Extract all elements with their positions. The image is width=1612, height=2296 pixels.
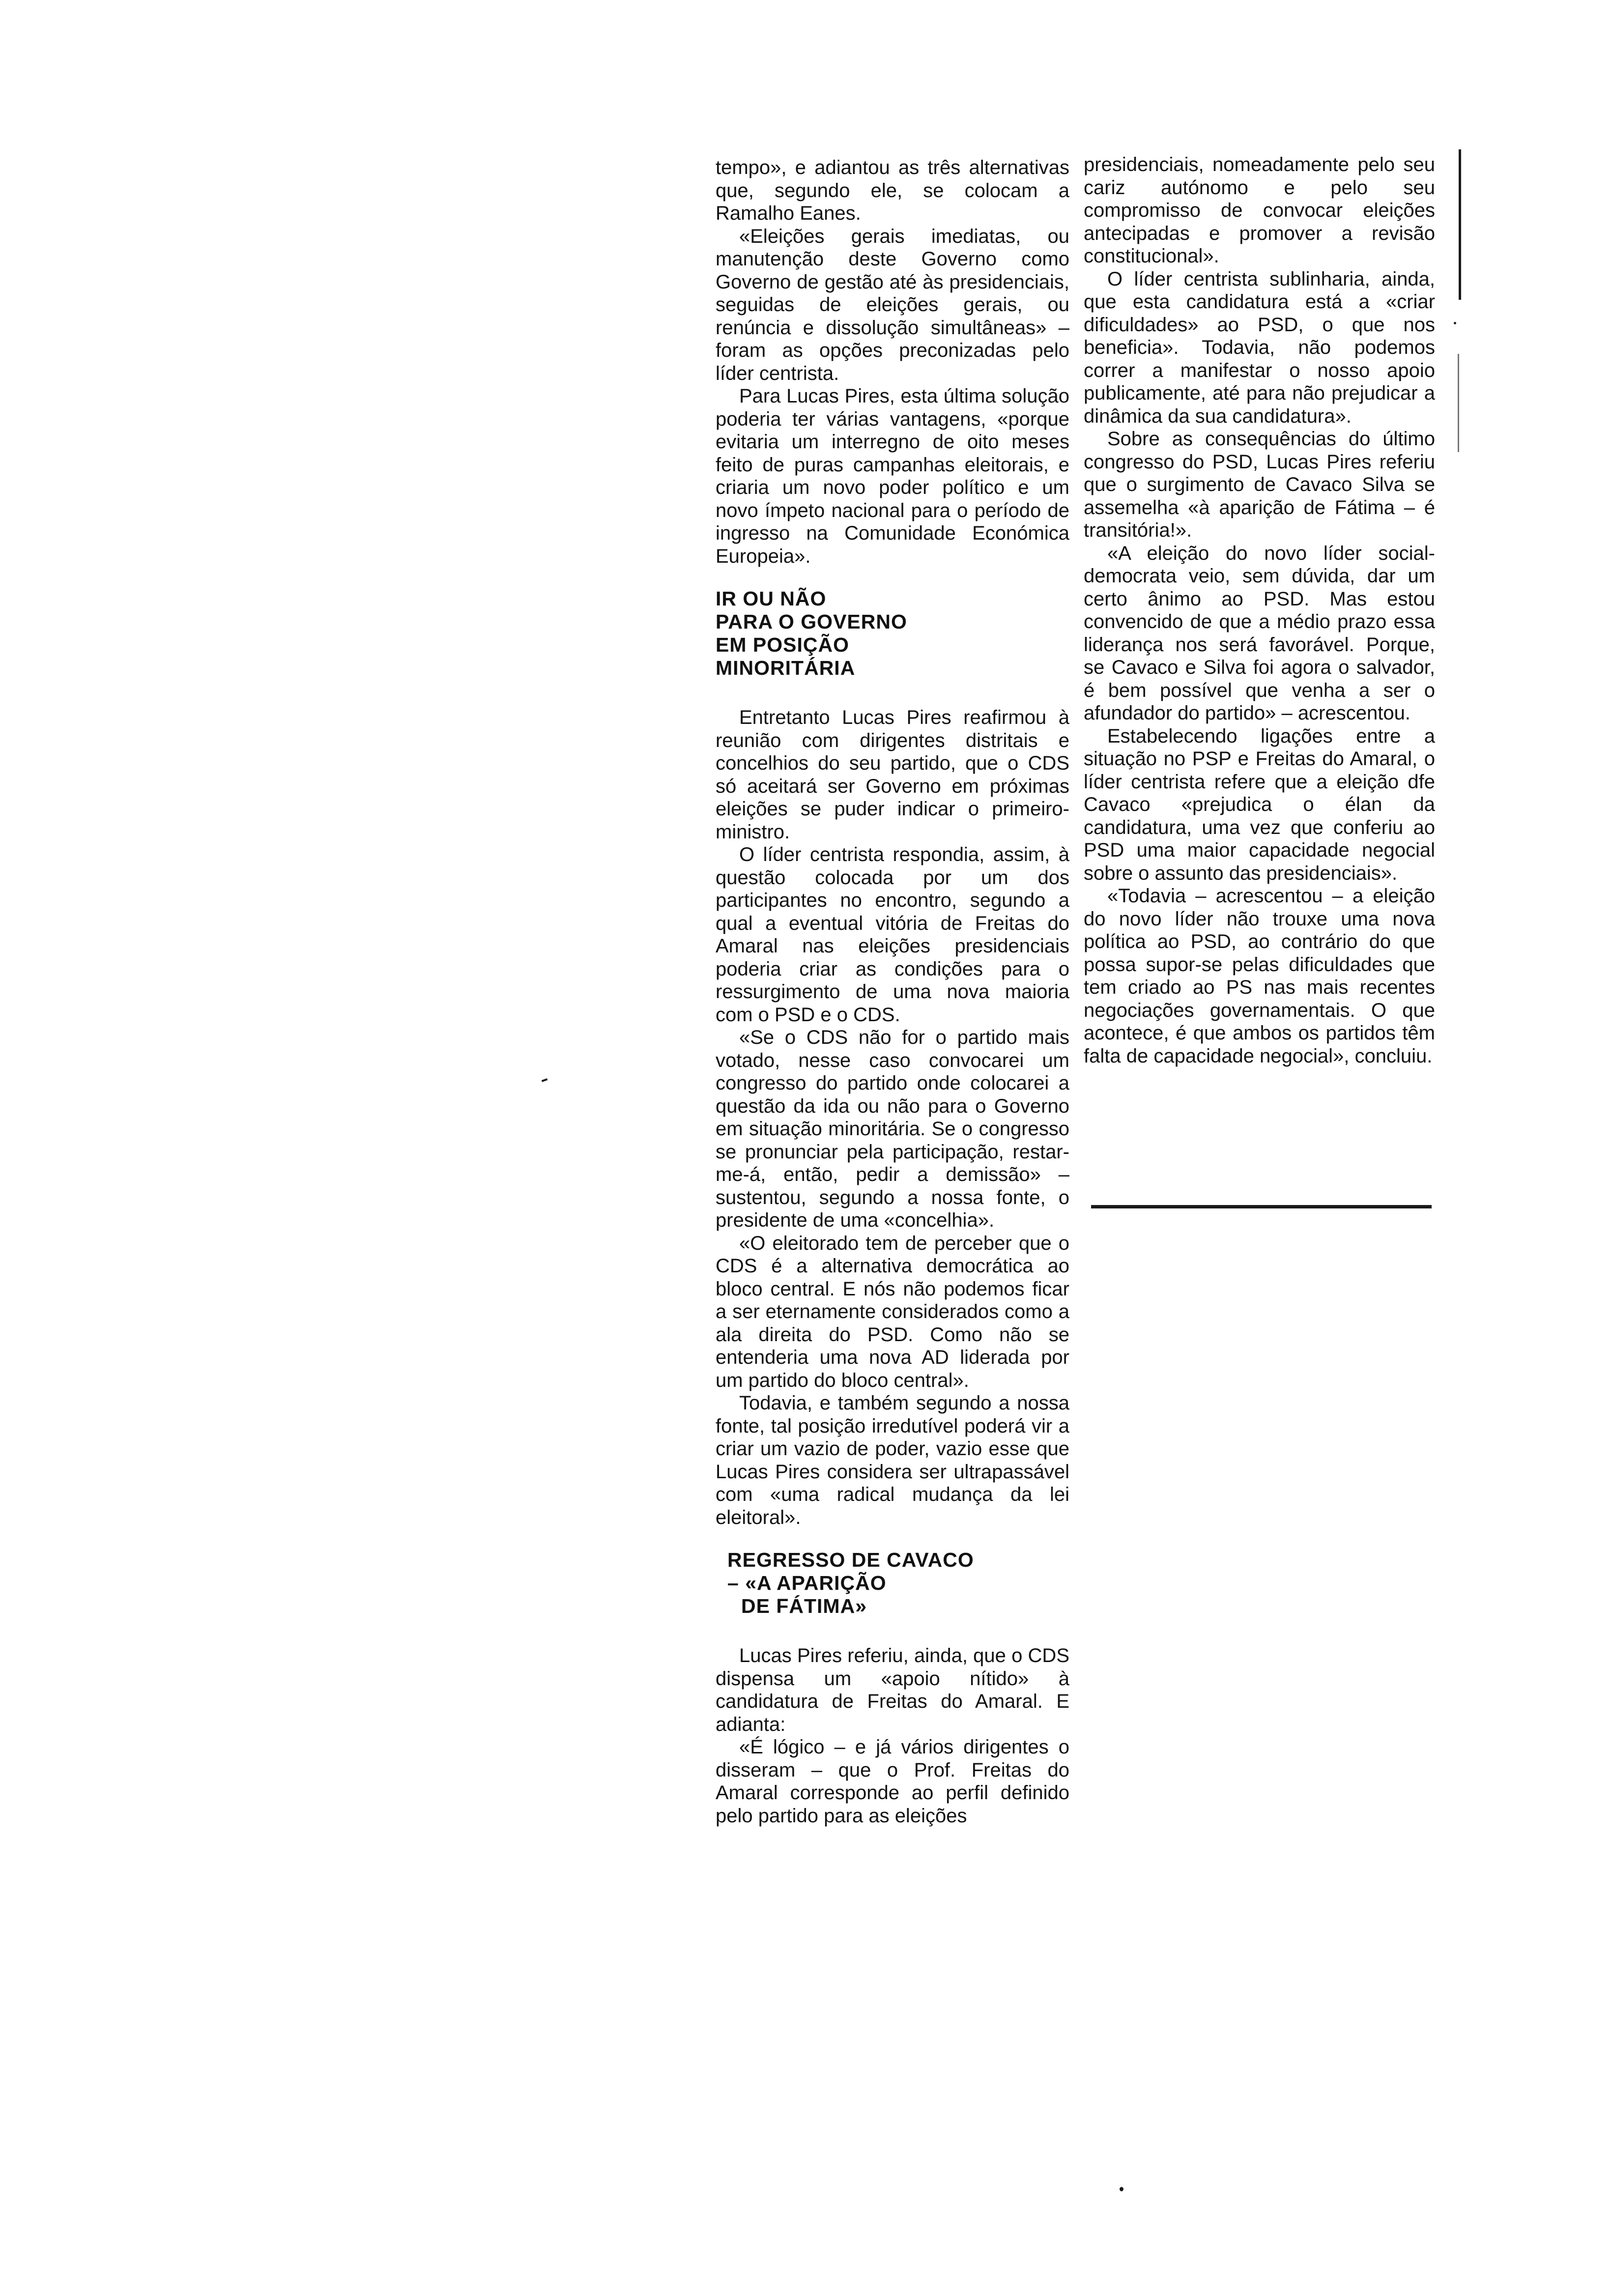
paragraph: «Eleições gerais imediatas, ou manutenção deste Governo como Governo de gestão até às presidenciais, seguidas de eleições gerais, ou renúncia e dissolução simultâneas» – foram as opções preconizadas pelo líder centrista. [716, 225, 1069, 384]
paragraph: presidenciais, nomeadamente pelo seu cariz autónomo e pelo seu compromisso de convocar eleições antecipadas e promover a revisão constitucional». [1084, 154, 1435, 267]
scan-speck [542, 1078, 548, 1082]
paragraph: Para Lucas Pires, esta última solução poderia ter várias vantagens, «porque evitaria um interregno de oito meses feito de puras campanhas eleitorais, e criaria um novo poder político e um novo ímpeto nacional para o período de ingresso na Comunidade Económica Europeia». [716, 385, 1069, 567]
article-end-rule [1091, 1205, 1432, 1208]
paragraph: «Todavia – acrescentou – a eleição do novo líder não trouxe uma nova política ao PSD, ao contrário do que possa supor-se pelas dificuldades que tem criado ao PS nas mais recentes negociações governamentais. O que acontece, é que ambos os partidos têm falta de capacidade negocial», concluiu. [1084, 885, 1435, 1067]
heading-line: MINORITÁRIA [716, 657, 856, 679]
paragraph: O líder centrista sublinharia, ainda, que esta candidatura está a «criar dificuldades» ao PSD, o que nos beneficia». Todavia, não podemos correr a manifestar o nosso apoio publicamente, até para não prejudicar a dinâmica da sua candidatura». [1084, 268, 1435, 427]
margin-mark [1459, 149, 1461, 300]
heading-line: DE FÁTIMA» [741, 1595, 867, 1617]
paragraph: Sobre as consequências do último congresso do PSD, Lucas Pires referiu que o surgimento de Cavaco Silva se assemelha «à aparição de Fátima – é transitória!». [1084, 428, 1435, 541]
scan-speck [1120, 2187, 1123, 2191]
article-column-right [1084, 153, 1435, 1067]
paragraph: «Se o CDS não for o partido mais votado, nesse caso convocarei um congresso do partido onde colocarei a questão da ida ou não para o Governo em situação minoritária. Se o congresso se pronunciar pela participação, restar-me-á, então, pedir a demissão» – sustentou, segundo a nossa fonte, o presidente de uma «concelhia». [716, 1027, 1069, 1231]
paragraph: «A eleição do novo líder social-democrata veio, sem dúvida, dar um certo ânimo ao PSD. Mas estou convencido de que a médio prazo essa liderança nos será favorável. Porque, se Cavaco e Silva foi agora o salvador, é bem possível que venha a ser o afundador do partido» – acrescentou. [1084, 542, 1435, 724]
scan-speck [1454, 322, 1456, 324]
margin-mark [1458, 354, 1459, 452]
article-column-left [716, 156, 1069, 1827]
paragraph: tempo», e adiantou as três alternativas que, segundo ele, se colocam a Ramalho Eanes. [716, 157, 1069, 224]
paragraph: Todavia, e também segundo a nossa fonte, tal posição irredutível poderá vir a criar um vazio de poder, vazio esse que Lucas Pires considera ser ultrapassável com «uma radical mudança da lei eleitoral». [716, 1392, 1069, 1528]
section-heading [727, 1549, 1069, 1618]
heading-line: – «A APARIÇÃO [727, 1572, 887, 1594]
paragraph: Lucas Pires referiu, ainda, que o CDS dispensa um «apoio nítido» à candidatura de Freitas do Amaral. E adianta: [716, 1645, 1069, 1735]
heading-line: EM POSIÇÃO [716, 633, 849, 656]
paragraph: «É lógico – e já vários dirigentes o disseram – que o Prof. Freitas do Amaral corresponde ao perfil definido pelo partido para as eleições [716, 1736, 1069, 1827]
paragraph: Estabelecendo ligações entre a situação no PSP e Freitas do Amaral, o líder centrista refere que a eleição dfe Cavaco «prejudica o élan da candidatura, uma vez que conferiu ao PSD uma maior capacidade negocial sobre o assunto das presidenciais». [1084, 725, 1435, 884]
paragraph: «O eleitorado tem de perceber que o CDS é a alternativa democrática ao bloco central. E nós não podemos ficar a ser eternamente considerados como a ala direita do PSD. Como não se entenderia uma nova AD liderada por um partido do bloco central». [716, 1232, 1069, 1391]
paragraph: O líder centrista respondia, assim, à questão colocada por um dos participantes no encontro, segundo a qual a eventual vitória de Freitas do Amaral nas eleições presidenciais poderia criar as condições para o ressurgimento de uma nova maioria com o PSD e o CDS. [716, 844, 1069, 1026]
heading-line: PARA O GOVERNO [716, 610, 907, 633]
heading-line: REGRESSO DE CAVACO [727, 1549, 974, 1571]
paragraph: Entretanto Lucas Pires reafirmou à reunião com dirigentes distritais e concelhios do seu partido, que o CDS só aceitará ser Governo em próximas eleições se puder indicar o primeiro-ministro. [716, 707, 1069, 843]
heading-line: IR OU NÃO [716, 587, 827, 610]
section-heading [716, 587, 1069, 680]
